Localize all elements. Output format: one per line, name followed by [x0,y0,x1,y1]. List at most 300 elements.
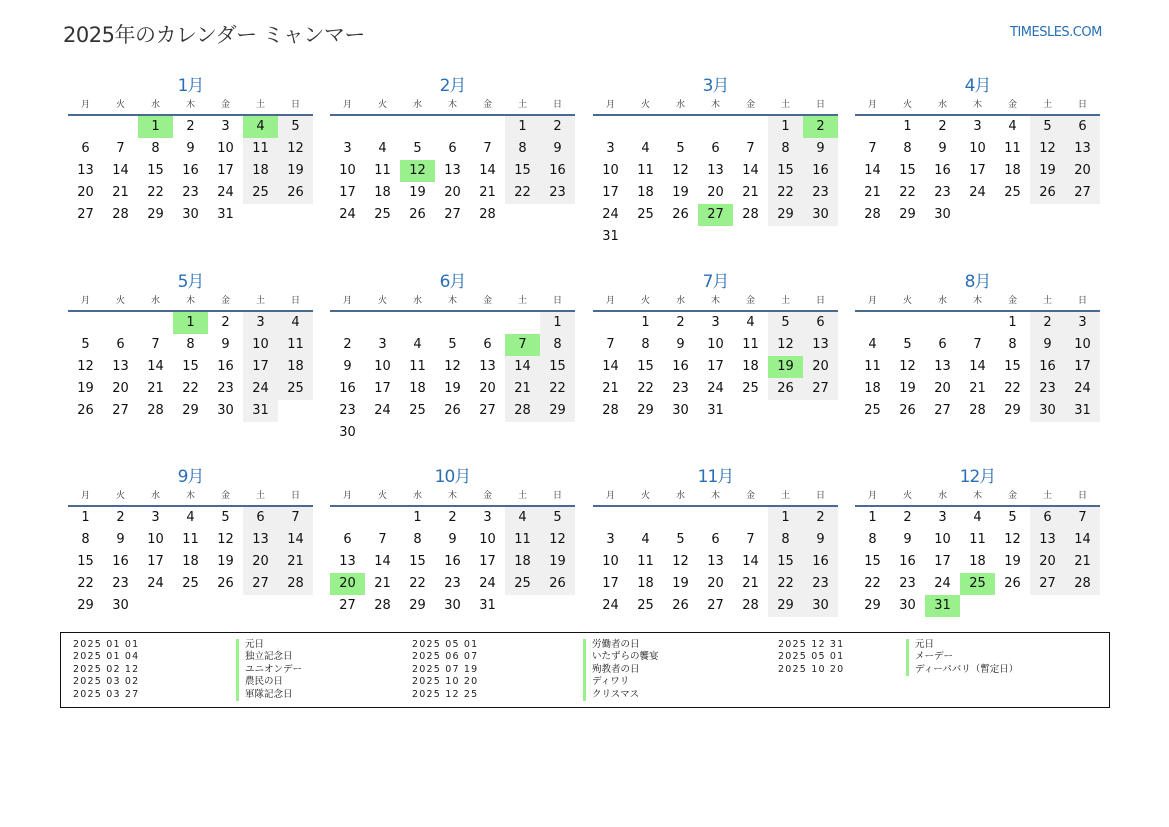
day-cell: 25 [182,576,199,591]
weekday-label: 土 [255,491,265,501]
day-cell: 10 [1065,334,1100,356]
day-cell: 29 [899,207,916,222]
day-cell: 17 [1065,356,1100,378]
weekday-label: 木 [710,100,720,110]
holiday-column-3 [778,639,1019,676]
day-cell: 10 [602,554,619,569]
day-grid [330,507,575,617]
weekday-label: 火 [377,491,387,501]
empty-day-cell [663,507,698,529]
day-grid [593,507,838,617]
day-cell: 6 [1030,507,1065,529]
holiday-name: メーデー [906,651,953,663]
weekday-label: 木 [185,296,195,306]
day-cell: 15 [1004,359,1021,374]
day-cell: 24 [243,378,278,400]
day-cell: 19 [278,160,313,182]
day-cell: 12 [672,554,689,569]
weekday-label: 土 [780,100,790,110]
day-cell: 27 [112,403,129,418]
weekday-label: 木 [447,491,457,501]
empty-day-cell [470,116,505,138]
day-cell: 7 [973,337,982,352]
day-cell: 21 [147,381,164,396]
day-cell: 11 [969,532,986,547]
day-cell: 1 [768,116,803,138]
weekday-header [330,294,575,312]
weekday-label: 木 [447,100,457,110]
weekday-label: 日 [290,100,300,110]
weekday-label: 月 [342,100,352,110]
day-cell: 29 [768,204,803,226]
day-cell: 23 [182,185,199,200]
day-cell: 2 [540,116,575,138]
day-cell: 12 [217,532,234,547]
day-cell: 5 [448,337,457,352]
weekday-label: 月 [605,491,615,501]
day-grid [68,116,313,226]
empty-day-cell [400,116,435,138]
day-cell: 22 [768,182,803,204]
empty-day-cell [435,116,470,138]
weekday-header [68,294,313,312]
day-cell: 15 [768,551,803,573]
day-cell: 1 [413,510,422,525]
weekday-label: 木 [447,296,457,306]
weekday-label: 水 [675,296,685,306]
weekday-label: 日 [552,296,562,306]
day-cell: 6 [243,507,278,529]
day-cell: 10 [147,532,164,547]
day-cell: 25 [637,598,654,613]
day-cell: 2 [116,510,125,525]
weekday-label: 日 [815,296,825,306]
day-cell: 17 [374,381,391,396]
day-cell: 29 [864,598,881,613]
day-cell: 27 [1065,182,1100,204]
day-cell: 10 [374,359,391,374]
day-cell: 15 [77,554,94,569]
day-cell: 25 [374,207,391,222]
empty-day-cell [400,312,435,334]
empty-day-cell [960,312,995,334]
weekday-label: 金 [1007,491,1017,501]
day-cell: 16 [899,554,916,569]
day-cell: 1 [540,312,575,334]
holiday-row [412,651,659,663]
day-cell: 24 [479,576,496,591]
month-1 [68,74,313,226]
day-cell: 16 [217,359,234,374]
weekday-label: 金 [220,296,230,306]
weekday-label: 水 [150,296,160,306]
day-cell: 10 [243,334,278,356]
empty-day-cell [365,507,400,529]
day-cell: 18 [182,554,199,569]
day-cell: 8 [641,337,650,352]
day-cell: 17 [934,554,951,569]
day-cell: 23 [803,182,838,204]
day-cell: 20 [1065,160,1100,182]
day-cell: 17 [969,163,986,178]
weekday-label: 水 [412,296,422,306]
day-cell: 12 [672,163,689,178]
day-cell: 22 [409,576,426,591]
day-cell: 12 [77,359,94,374]
day-cell: 26 [899,403,916,418]
weekday-label: 月 [605,100,615,110]
day-cell: 5 [768,312,803,334]
day-cell: 14 [969,359,986,374]
holiday-name: 殉教者の日 [583,664,640,676]
day-cell: 23 [217,381,234,396]
day-cell: 14 [1065,529,1100,551]
empty-day-cell [733,116,768,138]
day-cell: 8 [1008,337,1017,352]
weekday-label: 火 [115,100,125,110]
day-cell: 27 [1030,573,1065,595]
day-cell: 5 [221,510,230,525]
day-cell: 7 [746,141,755,156]
month-name: 3月 [702,76,729,96]
day-cell: 27 [444,207,461,222]
day-cell: 2 [938,119,947,134]
day-cell: 10 [934,532,951,547]
day-cell: 23 [803,573,838,595]
day-cell: 9 [448,532,457,547]
empty-day-cell [855,116,890,138]
day-cell: 4 [378,141,387,156]
day-cell: 7 [1065,507,1100,529]
weekday-label: 水 [937,100,947,110]
day-cell: 25 [243,182,278,204]
day-cell: 13 [803,334,838,356]
weekday-label: 日 [815,100,825,110]
day-cell: 20 [479,381,496,396]
day-cell: 30 [934,207,951,222]
day-cell: 24 [147,576,164,591]
weekday-label: 木 [972,296,982,306]
day-cell: 24 [602,207,619,222]
empty-day-cell [103,116,138,138]
holiday-date: 2025 05 01 [778,651,845,663]
day-cell: 15 [409,554,426,569]
day-cell: 9 [343,359,352,374]
weekday-label: 土 [517,296,527,306]
day-cell: 4 [278,312,313,334]
month-9 [68,465,313,617]
day-grid [330,312,575,444]
day-cell: 3 [606,141,615,156]
day-cell: 2 [186,119,195,134]
weekday-label: 月 [867,491,877,501]
day-cell: 16 [339,381,356,396]
day-cell: 13 [1065,138,1100,160]
weekday-label: 火 [640,296,650,306]
weekday-label: 月 [80,100,90,110]
day-cell: 5 [676,532,685,547]
day-cell: 27 [243,573,278,595]
weekday-label: 木 [185,491,195,501]
day-cell: 20 [707,185,724,200]
weekday-header [68,98,313,116]
weekday-label: 土 [517,100,527,110]
day-cell: 14 [742,554,759,569]
month-name: 11月 [697,467,734,487]
weekday-label: 火 [377,100,387,110]
day-cell: 9 [116,532,125,547]
site-link[interactable]: TIMESLES.COM [1010,25,1102,40]
day-cell: 15 [637,359,654,374]
day-cell: 21 [742,576,759,591]
day-cell: 25 [1004,185,1021,200]
day-cell: 19 [672,185,689,200]
day-cell: 14 [602,359,619,374]
holiday-date: 2025 12 31 [778,639,845,650]
day-cell: 14 [742,163,759,178]
holiday-date: 2025 03 27 [73,688,140,700]
day-cell: 2 [221,315,230,330]
day-cell: 21 [969,381,986,396]
day-cell: 19 [672,576,689,591]
day-cell: 29 [1004,403,1021,418]
day-cell: 15 [864,554,881,569]
month-12 [855,465,1100,617]
weekday-label: 水 [937,491,947,501]
day-cell: 12 [540,529,575,551]
day-cell: 6 [711,141,720,156]
day-cell: 13 [444,163,461,178]
day-cell: 23 [672,381,689,396]
day-cell: 24 [374,403,391,418]
holiday-day-cell: 1 [173,312,208,334]
empty-day-cell [330,116,365,138]
holiday-day-cell: 27 [698,204,733,226]
holiday-day-cell: 20 [330,573,365,595]
weekday-label: 水 [412,100,422,110]
day-cell: 28 [505,400,540,422]
day-cell: 5 [903,337,912,352]
day-cell: 23 [1030,378,1065,400]
day-cell: 4 [505,507,540,529]
day-cell: 6 [343,532,352,547]
day-cell: 13 [77,163,94,178]
day-cell: 24 [969,185,986,200]
empty-day-cell [435,312,470,334]
holiday-row [412,639,640,651]
day-cell: 27 [77,207,94,222]
day-cell: 5 [1030,116,1065,138]
month-name: 6月 [439,272,466,292]
day-cell: 18 [969,554,986,569]
holiday-date: 2025 12 25 [412,688,479,700]
holiday-day-cell: 19 [768,356,803,378]
day-cell: 11 [864,359,881,374]
day-cell: 20 [1030,551,1065,573]
weekday-header [855,294,1100,312]
day-cell: 31 [602,229,619,244]
day-cell: 18 [243,160,278,182]
day-cell: 22 [77,576,94,591]
day-cell: 24 [602,598,619,613]
weekday-label: 日 [290,296,300,306]
month-11 [593,465,838,617]
day-cell: 3 [243,312,278,334]
day-cell: 26 [444,403,461,418]
month-name: 10月 [434,467,471,487]
holiday-date: 2025 02 12 [73,663,140,675]
day-cell: 20 [444,185,461,200]
weekday-label: 木 [972,491,982,501]
day-cell: 4 [973,510,982,525]
holiday-day-cell: 31 [925,595,960,617]
empty-day-cell [365,116,400,138]
weekday-header [593,294,838,312]
day-cell: 20 [112,381,129,396]
day-cell: 4 [641,532,650,547]
day-cell: 2 [903,510,912,525]
holiday-day-cell: 1 [138,116,173,138]
day-cell: 17 [339,185,356,200]
day-cell: 1 [641,315,650,330]
weekday-label: 金 [745,100,755,110]
day-cell: 28 [1065,573,1100,595]
day-cell: 28 [602,403,619,418]
day-cell: 26 [1030,182,1065,204]
day-cell: 21 [112,185,129,200]
day-cell: 8 [903,141,912,156]
month-name: 12月 [959,467,996,487]
day-cell: 18 [637,576,654,591]
day-cell: 18 [409,381,426,396]
day-cell: 20 [243,551,278,573]
day-cell: 13 [707,163,724,178]
holiday-row [73,651,293,663]
empty-day-cell [470,312,505,334]
weekday-label: 火 [377,296,387,306]
day-cell: 15 [182,359,199,374]
day-cell: 14 [278,529,313,551]
day-cell: 9 [938,141,947,156]
day-cell: 15 [768,160,803,182]
day-cell: 22 [864,576,881,591]
empty-day-cell [103,312,138,334]
day-cell: 31 [479,598,496,613]
day-cell: 6 [116,337,125,352]
weekday-label: 金 [220,100,230,110]
day-cell: 8 [868,532,877,547]
day-cell: 16 [803,160,838,182]
weekday-header [330,98,575,116]
day-cell: 18 [505,551,540,573]
weekday-label: 月 [342,296,352,306]
day-cell: 1 [505,116,540,138]
day-cell: 15 [505,160,540,182]
weekday-label: 木 [710,491,720,501]
day-cell: 16 [182,163,199,178]
day-cell: 18 [637,185,654,200]
day-cell: 3 [1065,312,1100,334]
day-cell: 25 [278,378,313,400]
day-cell: 1 [1008,315,1017,330]
day-cell: 19 [77,381,94,396]
holiday-date: 2025 06 07 [412,651,479,663]
weekday-label: 日 [552,491,562,501]
holiday-day-cell: 7 [505,334,540,356]
day-cell: 25 [864,403,881,418]
empty-day-cell [733,507,768,529]
day-cell: 5 [676,141,685,156]
day-cell: 17 [217,163,234,178]
weekday-label: 日 [1077,491,1087,501]
day-cell: 27 [707,598,724,613]
day-cell: 18 [374,185,391,200]
month-name: 9月 [177,467,204,487]
weekday-header [855,98,1100,116]
day-grid [593,116,838,248]
day-cell: 14 [479,163,496,178]
holiday-name: いたずらの饗宴 [583,651,659,663]
day-cell: 22 [1004,381,1021,396]
day-cell: 5 [540,507,575,529]
day-cell: 29 [147,207,164,222]
day-cell: 4 [1008,119,1017,134]
weekday-label: 土 [255,296,265,306]
day-cell: 9 [186,141,195,156]
day-cell: 29 [409,598,426,613]
empty-day-cell [593,312,628,334]
weekday-label: 金 [482,491,492,501]
day-cell: 25 [409,403,426,418]
day-cell: 12 [1030,138,1065,160]
empty-day-cell [68,312,103,334]
empty-day-cell [365,312,400,334]
day-cell: 3 [938,510,947,525]
day-cell: 3 [221,119,230,134]
day-cell: 22 [182,381,199,396]
holiday-date: 2025 05 01 [412,639,479,650]
day-cell: 4 [746,315,755,330]
weekday-label: 水 [937,296,947,306]
day-cell: 8 [81,532,90,547]
day-cell: 27 [934,403,951,418]
holiday-date: 2025 10 20 [412,676,479,688]
day-cell: 15 [147,163,164,178]
holiday-date: 2025 01 01 [73,639,140,650]
day-cell: 28 [374,598,391,613]
weekday-label: 月 [80,296,90,306]
day-cell: 9 [221,337,230,352]
holiday-name: ユニオンデー [236,664,302,676]
weekday-label: 火 [902,296,912,306]
day-cell: 12 [899,359,916,374]
day-cell: 28 [479,207,496,222]
empty-day-cell [505,312,540,334]
day-cell: 16 [444,554,461,569]
weekday-label: 土 [1042,100,1052,110]
weekday-label: 木 [185,100,195,110]
day-cell: 14 [112,163,129,178]
day-cell: 9 [803,138,838,160]
day-cell: 10 [479,532,496,547]
day-cell: 19 [540,551,575,573]
day-cell: 2 [803,507,838,529]
weekday-label: 火 [902,491,912,501]
day-cell: 9 [1030,334,1065,356]
day-cell: 28 [742,207,759,222]
weekday-label: 金 [1007,296,1017,306]
day-cell: 3 [711,315,720,330]
